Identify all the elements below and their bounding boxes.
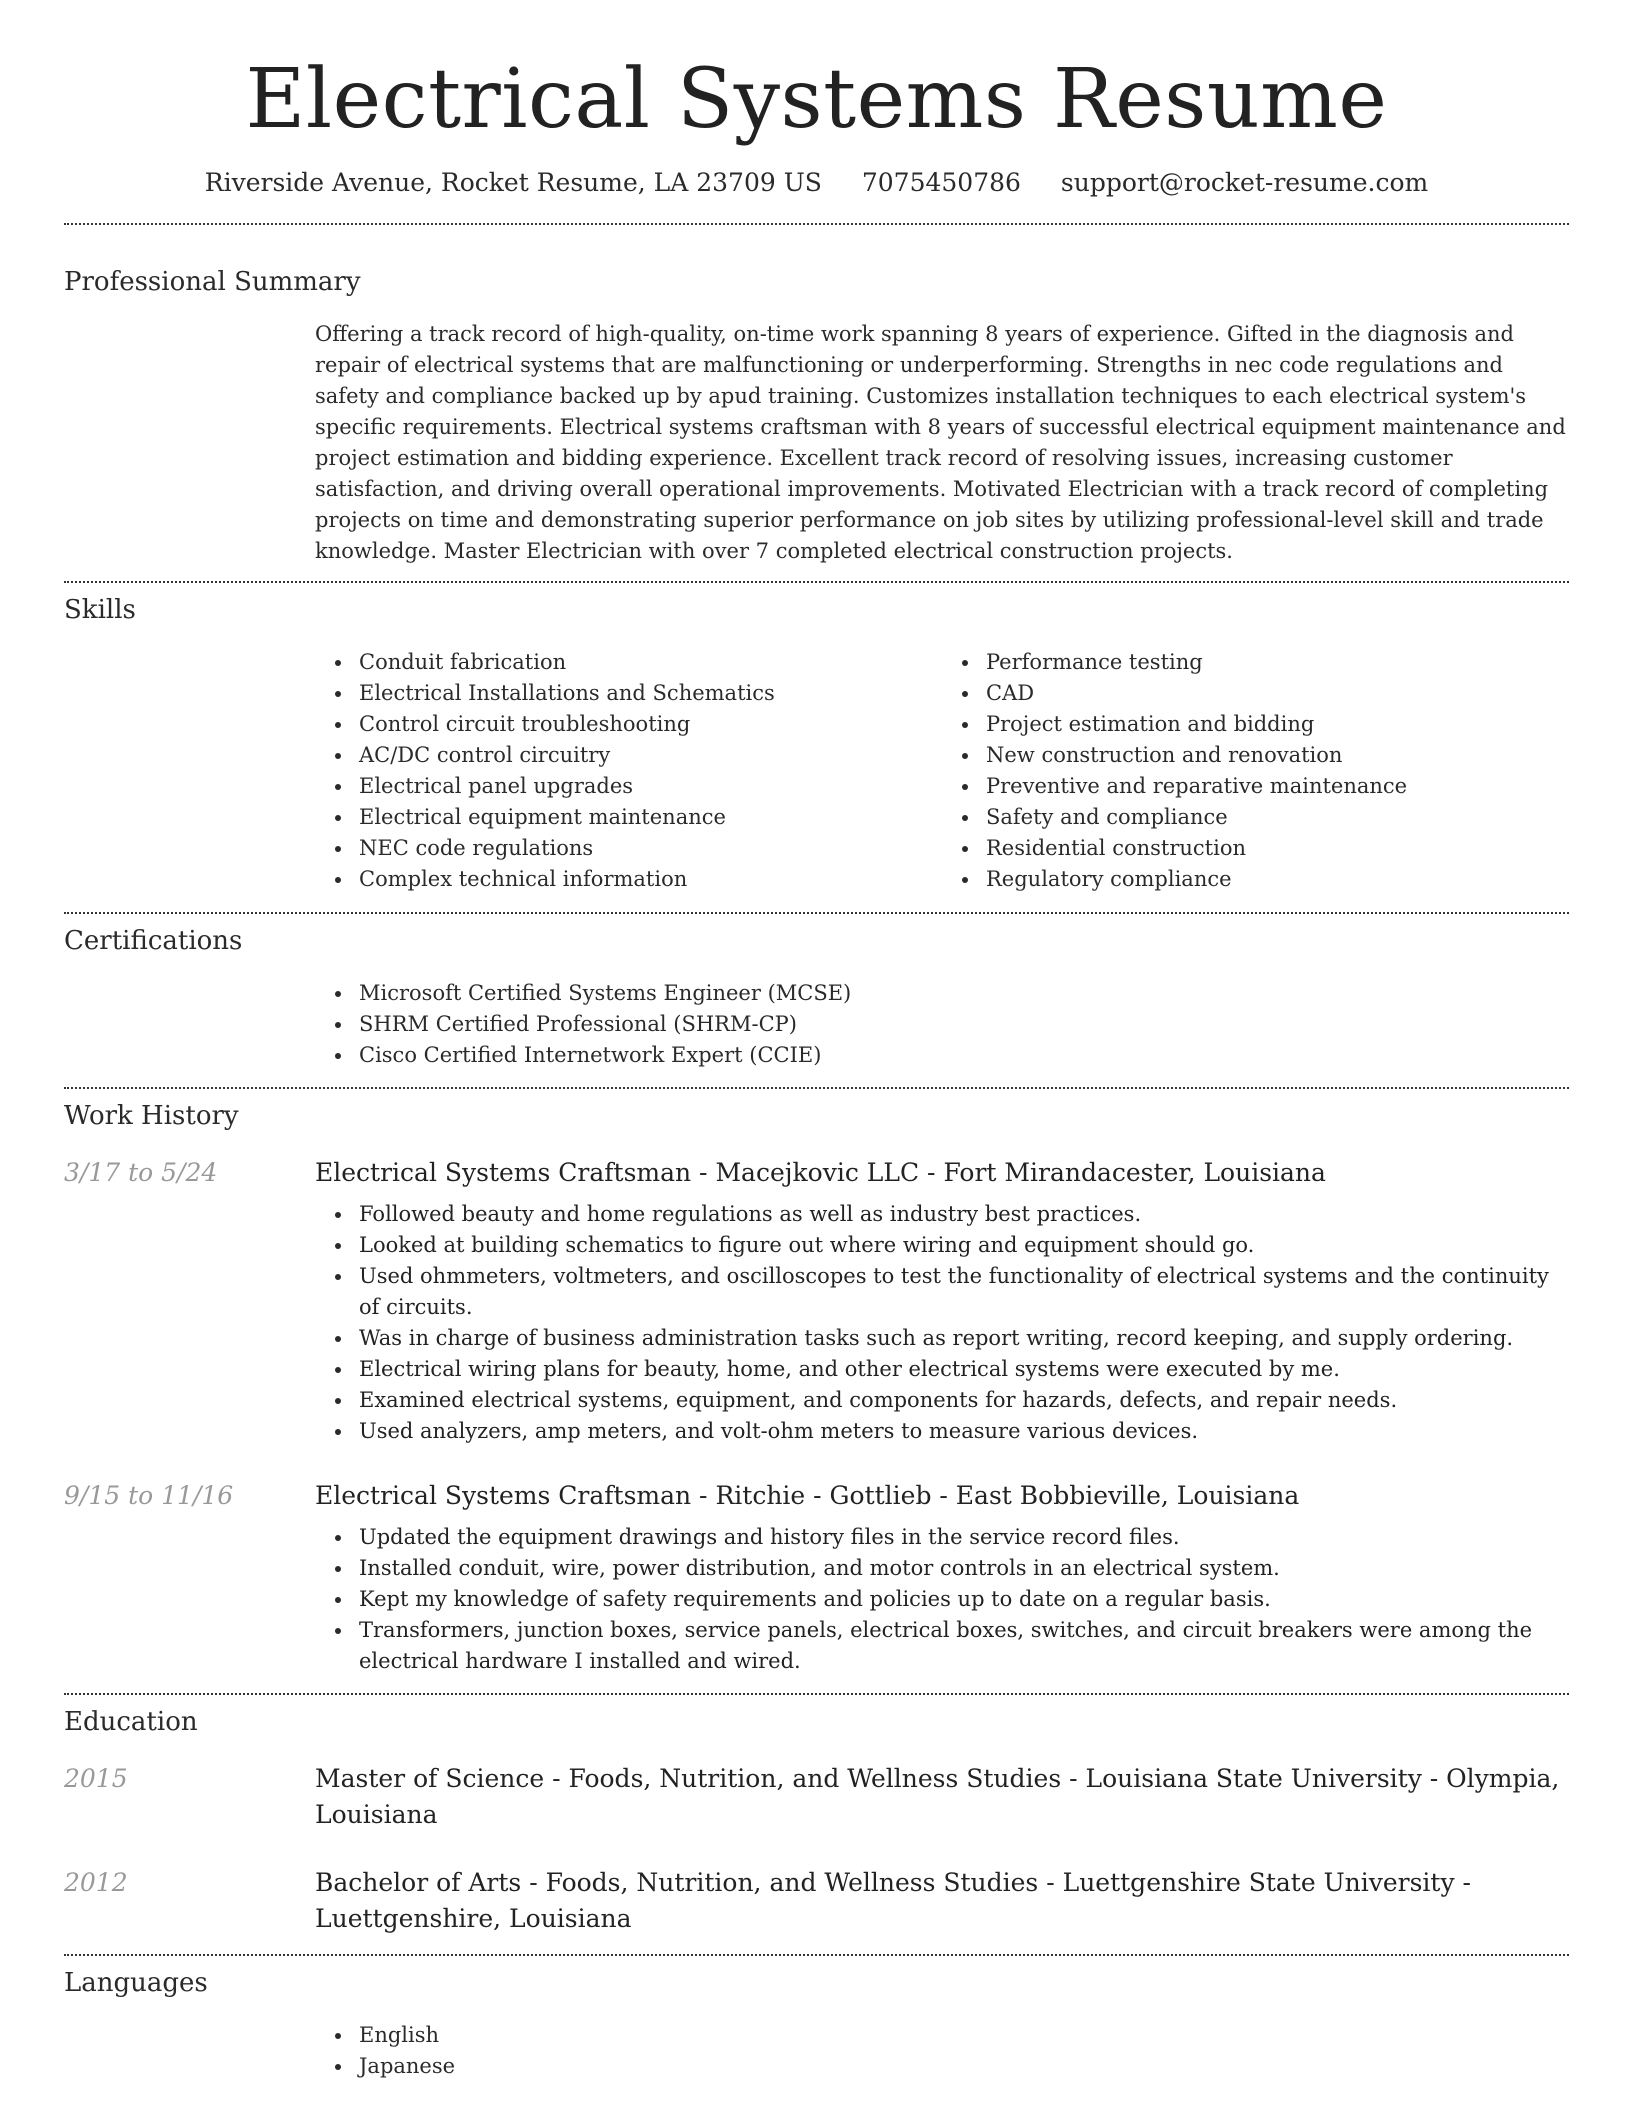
skill-item: Electrical equipment maintenance <box>359 802 942 833</box>
job-bullet: Updated the equipment drawings and history files in the service record files. <box>359 1522 1569 1553</box>
skill-item: CAD <box>986 678 1569 709</box>
section-title-certifications: Certifications <box>64 926 243 956</box>
resume-page <box>64 0 1569 2082</box>
job-dates: 9/15 to 11/16 <box>64 1481 234 1510</box>
job-dates: 3/17 to 5/24 <box>64 1158 218 1187</box>
section-title-summary: Professional Summary <box>64 267 361 297</box>
skill-item: New construction and renovation <box>986 740 1569 771</box>
job-bullet: Transformers, junction boxes, service panels, electrical boxes, switches, and circuit breakers were among the electrical hardware I installed and wired. <box>359 1615 1569 1677</box>
divider <box>64 1954 1569 1956</box>
job-bullet: Was in charge of business administration tasks such as report writing, record keeping, and supply ordering. <box>359 1323 1569 1354</box>
job-bullet: Looked at building schematics to figure out where wiring and equipment should go. <box>359 1230 1569 1261</box>
education-year: 2015 <box>64 1764 128 1793</box>
job-title: Electrical Systems Craftsman - Ritchie - Gottlieb - East Bobbieville, Louisiana <box>315 1481 1300 1510</box>
skill-item: Performance testing <box>986 647 1569 678</box>
language-item: Japanese <box>359 2051 1569 2082</box>
certification-item: Cisco Certified Internetwork Expert (CCIE) <box>359 1040 1569 1071</box>
languages-list <box>315 2020 1569 2082</box>
contact-address: Riverside Avenue, Rocket Resume, LA 23709 US <box>204 168 822 197</box>
resume-title: Electrical Systems Resume <box>245 52 1388 147</box>
education-entry <box>64 1761 1569 1833</box>
skills-list <box>315 647 1569 895</box>
section-title-work-history: Work History <box>64 1101 239 1131</box>
skill-item: Project estimation and bidding <box>986 709 1569 740</box>
certification-item: Microsoft Certified Systems Engineer (MCSE) <box>359 978 1569 1009</box>
education-entry <box>64 1865 1569 1937</box>
skill-item: NEC code regulations <box>359 833 942 864</box>
skills-column-right <box>942 647 1569 895</box>
certifications-list <box>315 978 1569 1071</box>
job-bullets <box>315 1199 1569 1447</box>
contact-email[interactable]: support@rocket-resume.com <box>1060 168 1429 197</box>
divider <box>64 581 1569 583</box>
skill-item: Conduit fabrication <box>359 647 942 678</box>
skill-item: Regulatory compliance <box>986 864 1569 895</box>
skill-item: Complex technical information <box>359 864 942 895</box>
education-year: 2012 <box>64 1868 128 1897</box>
job-bullet: Examined electrical systems, equipment, and components for hazards, defects, and repair needs. <box>359 1385 1569 1416</box>
education-degree: Bachelor of Arts - Foods, Nutrition, and Wellness Studies - Luettgenshire State University - Luettgenshire, Louisiana <box>315 1868 1471 1933</box>
skill-item: Electrical panel upgrades <box>359 771 942 802</box>
job-bullet: Installed conduit, wire, power distribution, and motor controls in an electrical system. <box>359 1553 1569 1584</box>
job-entry <box>64 1478 1569 1677</box>
job-bullets <box>315 1522 1569 1677</box>
contact-line <box>64 166 1569 200</box>
contact-phone: 7075450786 <box>861 168 1021 197</box>
skill-item: Residential construction <box>986 833 1569 864</box>
language-item: English <box>359 2020 1569 2051</box>
job-bullet: Kept my knowledge of safety requirements and policies up to date on a regular basis. <box>359 1584 1569 1615</box>
skill-item: Electrical Installations and Schematics <box>359 678 942 709</box>
skill-item: Safety and compliance <box>986 802 1569 833</box>
skill-item: Control circuit troubleshooting <box>359 709 942 740</box>
section-title-skills: Skills <box>64 595 136 625</box>
skill-item: AC/DC control circuitry <box>359 740 942 771</box>
job-bullet: Followed beauty and home regulations as well as industry best practices. <box>359 1199 1569 1230</box>
divider <box>64 223 1569 225</box>
summary-text: Offering a track record of high-quality, on-time work spanning 8 years of experience. Gifted in the diagnosis and repair of electrical systems that are malfunctioning or underperforming. Strengths in nec code regulations and safety and compliance backed up by apud training. Customizes installation techniques to each electrical system's specific requirements. Electrical systems craftsman with 8 years of successful electrical equipment maintenance and project estimation and bidding experience. Excellent track record of resolving issues, increasing customer satisfaction, and driving overall operational improvements. Motivated Electrician with a track record of completing projects on time and demonstrating superior performance on job sites by utilizing professional-level skill and trade knowledge. Master Electrician with over 7 completed electrical construction projects. <box>315 322 1566 563</box>
job-bullet: Used analyzers, amp meters, and volt-ohm meters to measure various devices. <box>359 1416 1569 1447</box>
certification-item: SHRM Certified Professional (SHRM-CP) <box>359 1009 1569 1040</box>
skill-item: Preventive and reparative maintenance <box>986 771 1569 802</box>
section-title-education: Education <box>64 1707 198 1737</box>
divider <box>64 1087 1569 1089</box>
divider <box>64 1693 1569 1695</box>
section-title-languages: Languages <box>64 1968 208 1998</box>
job-bullet: Used ohmmeters, voltmeters, and oscilloscopes to test the functionality of electrical systems and the continuity of circuits. <box>359 1261 1569 1323</box>
education-degree: Master of Science - Foods, Nutrition, and Wellness Studies - Louisiana State University - Olympia, Louisiana <box>315 1764 1560 1829</box>
job-bullet: Electrical wiring plans for beauty, home, and other electrical systems were executed by me. <box>359 1354 1569 1385</box>
skills-column-left <box>315 647 942 895</box>
job-title: Electrical Systems Craftsman - Macejkovic LLC - Fort Mirandacester, Louisiana <box>315 1158 1326 1187</box>
job-entry <box>64 1155 1569 1447</box>
divider <box>64 912 1569 914</box>
